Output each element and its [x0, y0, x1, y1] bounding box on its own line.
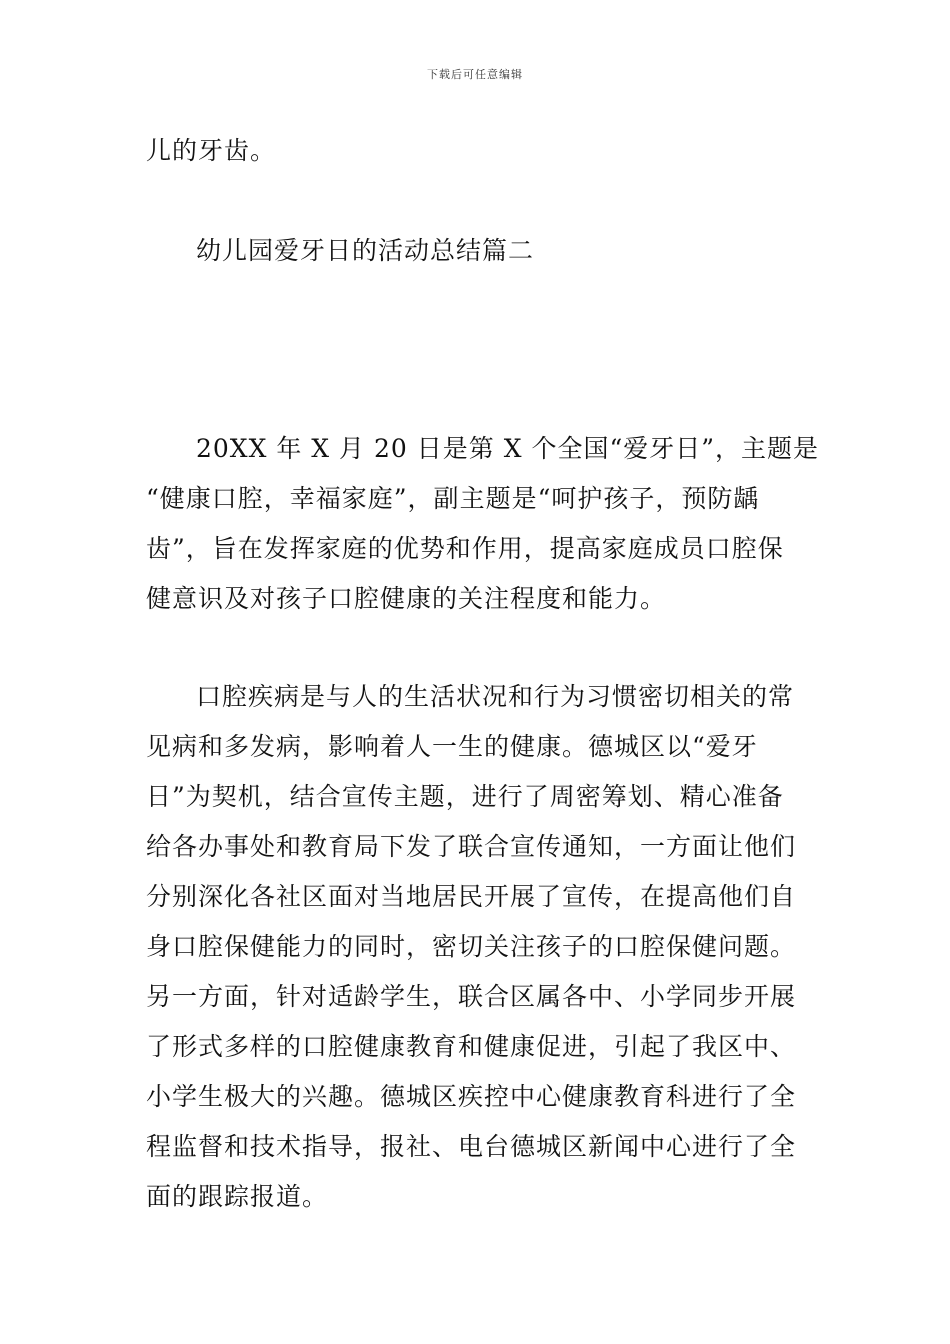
- paragraph-1-line-1: 20XX 年 X 月 20 日是第 X 个全国“爱牙日”，主题是: [196, 434, 820, 463]
- header-note: 下载后可任意编辑: [427, 68, 523, 81]
- paragraph-2-line-3: 日”为契机，结合宣传主题，进行了周密筹划、精心准备: [146, 782, 784, 811]
- paragraph-2-line-5: 分别深化各社区面对当地居民开展了宣传，在提高他们自: [146, 882, 797, 911]
- paragraph-2-line-6: 身口腔保健能力的同时，密切关注孩子的口腔保健问题。: [146, 932, 797, 961]
- paragraph-2-line-10: 程监督和技术指导，报社、电台德城区新闻中心进行了全: [146, 1132, 797, 1161]
- paragraph-2-line-9: 小学生极大的兴趣。德城区疾控中心健康教育科进行了全: [146, 1082, 797, 1111]
- paragraph-2-line-11: 面的跟踪报道。: [146, 1182, 329, 1211]
- paragraph-1-line-3: 齿”，旨在发挥家庭的优势和作用，提高家庭成员口腔保: [146, 534, 784, 563]
- paragraph-1-line-2: “健康口腔，幸福家庭”，副主题是“呵护孩子，预防龋: [146, 484, 760, 513]
- paragraph-2-line-2: 见病和多发病，影响着人一生的健康。德城区以“爱牙: [146, 732, 758, 761]
- paragraph-2-line-7: 另一方面，针对适龄学生，联合区属各中、小学同步开展: [146, 982, 797, 1011]
- paragraph-2-line-4: 给各办事处和教育局下发了联合宣传通知，一方面让他们: [146, 832, 797, 861]
- paragraph-end-line: 儿的牙齿。: [146, 136, 277, 165]
- section-heading: 幼儿园爱牙日的活动总结篇二: [196, 236, 535, 265]
- paragraph-2-line-1: 口腔疾病是与人的生活状况和行为习惯密切相关的常: [196, 682, 795, 711]
- paragraph-1-line-4: 健意识及对孩子口腔健康的关注程度和能力。: [146, 584, 667, 613]
- paragraph-2-line-8: 了形式多样的口腔健康教育和健康促进，引起了我区中、: [146, 1032, 797, 1061]
